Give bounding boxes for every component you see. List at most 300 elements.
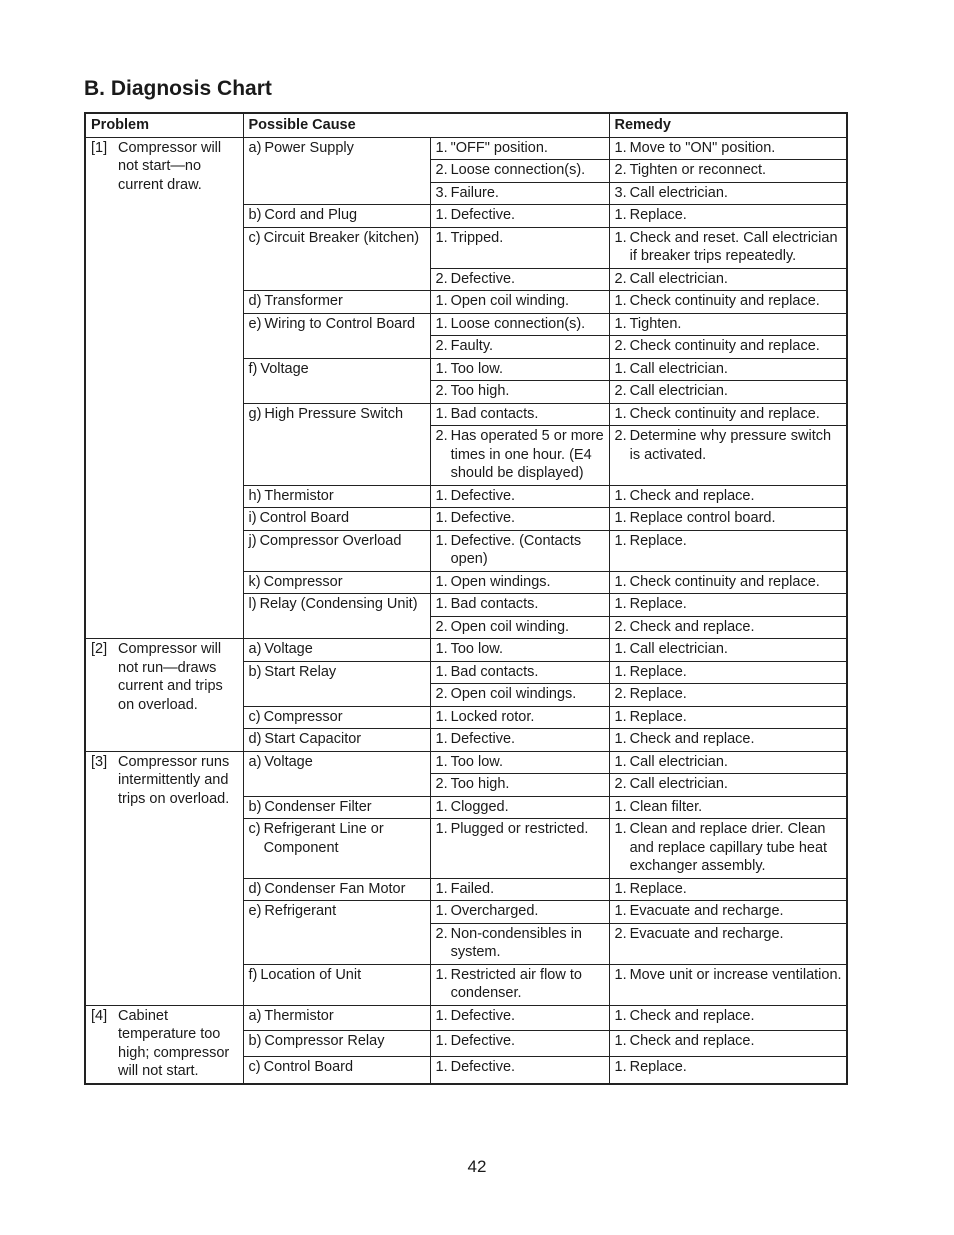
- item-text: Defective.: [450, 1033, 516, 1050]
- remedy-cell: [609, 160, 847, 183]
- remedy-item: [615, 820, 843, 876]
- remedy-cell: [609, 729, 847, 752]
- cause-item: [249, 753, 426, 772]
- item-text: Wiring to Control Board: [264, 315, 416, 332]
- problem-text: Compressor runs intermittently and trips on overload.: [118, 753, 230, 807]
- cause-detail-cell: [430, 268, 609, 291]
- remedy-cell: [609, 684, 847, 707]
- item-text: Open coil windings.: [450, 686, 577, 702]
- item-text: Clogged.: [450, 798, 509, 815]
- cause-cell: [243, 594, 430, 639]
- cause-detail: [436, 708, 605, 727]
- item-number: 1.: [614, 663, 627, 680]
- item-number: 1.: [435, 821, 448, 837]
- item-number: i): [248, 510, 257, 526]
- item-text: Bad contacts.: [450, 663, 539, 680]
- item-text: Voltage: [260, 360, 309, 377]
- problem-entry: [91, 139, 239, 195]
- cause-cell: [243, 227, 430, 291]
- table-header-row: [85, 113, 847, 137]
- remedy-item: [615, 487, 843, 506]
- remedy-cell: [609, 1057, 847, 1084]
- item-text: Defective.: [450, 510, 516, 526]
- cause-detail-cell: [430, 571, 609, 594]
- remedy-cell: [609, 137, 847, 160]
- item-text: Check and replace.: [629, 1033, 755, 1050]
- item-number: 1.: [435, 663, 448, 680]
- item-text: Defective.: [450, 1059, 516, 1076]
- item-number: 1.: [435, 798, 448, 815]
- item-number: d): [248, 293, 262, 309]
- cause-detail: [436, 753, 605, 772]
- item-number: 1.: [614, 753, 627, 770]
- page-number: 42: [467, 1157, 487, 1176]
- problem-entry: [91, 1007, 239, 1081]
- remedy-cell: [609, 381, 847, 404]
- cause-detail-cell: [430, 227, 609, 268]
- item-text: Replace.: [629, 1059, 687, 1076]
- item-number: 1.: [435, 573, 448, 590]
- item-text: Refrigerant Line or Component: [263, 821, 384, 856]
- remedy-item: [615, 315, 843, 334]
- item-text: Clean and replace drier. Clean and replace capillary tube heat exchanger assembly.: [629, 821, 828, 874]
- item-number: b): [248, 663, 262, 680]
- item-text: Overcharged.: [450, 903, 539, 919]
- remedy-item: [615, 595, 843, 614]
- item-text: Compressor Overload: [259, 532, 402, 549]
- cause-detail-cell: [430, 796, 609, 819]
- remedy-item: [615, 663, 843, 682]
- remedy-cell: [609, 291, 847, 314]
- header-possible-cause: Possible Cause: [243, 113, 609, 137]
- cause-cell: [243, 729, 430, 752]
- item-number: 2.: [435, 428, 448, 444]
- cause-detail: [436, 966, 605, 1003]
- item-text: Replace.: [629, 880, 687, 897]
- cause-detail: [436, 573, 605, 592]
- item-text: Move unit or increase ventilation.: [629, 966, 842, 983]
- item-text: Check and replace.: [629, 1007, 755, 1024]
- item-text: Non-condensibles in system.: [450, 925, 582, 960]
- item-number: c): [248, 708, 261, 725]
- item-text: Locked rotor.: [450, 708, 535, 725]
- remedy-cell: [609, 336, 847, 359]
- item-text: Transformer: [264, 293, 343, 309]
- cause-detail: [436, 206, 605, 225]
- remedy-item: [615, 139, 843, 158]
- remedy-cell: [609, 530, 847, 571]
- item-text: Condenser Fan Motor: [264, 880, 406, 897]
- cause-item: [249, 730, 426, 749]
- item-number: a): [248, 641, 262, 657]
- cause-detail: [436, 270, 605, 289]
- cause-cell: [243, 751, 430, 796]
- cause-detail-cell: [430, 901, 609, 924]
- remedy-item: [615, 270, 843, 289]
- cause-detail: [436, 820, 605, 839]
- cause-item: [249, 798, 426, 817]
- cause-cell: [243, 796, 430, 819]
- item-number: j): [248, 532, 257, 549]
- item-number: 1.: [435, 360, 448, 377]
- item-text: Defective.: [450, 731, 516, 747]
- cause-detail: [436, 902, 605, 921]
- item-text: Too low.: [450, 753, 503, 770]
- item-text: Defective.: [450, 270, 516, 287]
- item-number: 3.: [435, 184, 448, 201]
- item-number: c): [248, 821, 261, 837]
- cause-item: [249, 966, 426, 985]
- cause-item: [249, 315, 426, 334]
- item-number: 1.: [435, 1007, 448, 1024]
- cause-item: [249, 573, 426, 592]
- cause-detail: [436, 730, 605, 749]
- cause-detail-cell: [430, 1057, 609, 1084]
- remedy-item: [615, 405, 843, 424]
- cause-detail-cell: [430, 403, 609, 426]
- cause-item: [249, 663, 426, 682]
- item-number: 1.: [435, 293, 448, 309]
- table-row: [85, 137, 847, 160]
- item-text: Too high.: [450, 776, 510, 792]
- item-number: b): [248, 1033, 262, 1050]
- cause-item: [249, 595, 426, 614]
- cause-detail: [436, 1058, 605, 1077]
- item-text: Compressor: [263, 708, 343, 725]
- remedy-item: [615, 880, 843, 899]
- item-number: b): [248, 798, 262, 815]
- remedy-item: [615, 685, 843, 704]
- cause-detail-cell: [430, 291, 609, 314]
- item-text: Loose connection(s).: [450, 162, 586, 178]
- problem-number: [4]: [91, 1007, 108, 1024]
- item-text: Thermistor: [264, 1007, 334, 1024]
- cause-cell: [243, 1057, 430, 1084]
- item-number: 2.: [614, 776, 627, 792]
- item-number: d): [248, 731, 262, 747]
- item-number: k): [248, 573, 261, 590]
- cause-detail-cell: [430, 964, 609, 1005]
- item-number: 1.: [614, 1059, 627, 1076]
- item-text: Defective.: [450, 1007, 516, 1024]
- item-number: 1.: [614, 641, 627, 657]
- problem-cell: [85, 137, 243, 639]
- remedy-item: [615, 337, 843, 356]
- item-number: f): [248, 966, 258, 983]
- remedy-cell: [609, 313, 847, 336]
- item-text: Relay (Condensing Unit): [259, 596, 418, 612]
- item-text: Replace.: [629, 207, 687, 223]
- table-body: [85, 137, 847, 1084]
- remedy-item: [615, 427, 843, 464]
- item-text: Start Relay: [264, 663, 337, 680]
- table-row: [85, 751, 847, 774]
- item-text: Tighten or reconnect.: [629, 162, 767, 178]
- item-number: 1.: [435, 139, 448, 156]
- cause-item: [249, 139, 426, 158]
- item-number: 2.: [614, 162, 627, 178]
- item-number: 1.: [614, 315, 627, 332]
- remedy-item: [615, 753, 843, 772]
- remedy-item: [615, 618, 843, 637]
- item-text: Cord and Plug: [264, 207, 358, 223]
- item-text: Replace.: [629, 686, 687, 702]
- problem-text: Compressor will not run—draws current and trips on overload.: [118, 641, 223, 713]
- item-number: 1.: [435, 708, 448, 725]
- item-number: 1.: [435, 532, 448, 549]
- cause-detail-cell: [430, 530, 609, 571]
- item-text: Too low.: [450, 360, 503, 377]
- cause-item: [249, 820, 426, 857]
- remedy-item: [615, 966, 843, 985]
- item-text: Replace.: [629, 596, 687, 612]
- remedy-cell: [609, 1005, 847, 1031]
- item-text: Check and reset. Call electrician if breaker trips repeatedly.: [629, 229, 838, 264]
- remedy-cell: [609, 661, 847, 684]
- item-number: 2.: [435, 618, 448, 635]
- cause-item: [249, 405, 426, 424]
- cause-detail-cell: [430, 1005, 609, 1031]
- cause-detail: [436, 487, 605, 506]
- item-number: 1.: [435, 315, 448, 332]
- item-number: e): [248, 315, 262, 332]
- item-number: a): [248, 1007, 262, 1024]
- item-text: Voltage: [264, 753, 313, 770]
- cause-detail-cell: [430, 774, 609, 797]
- cause-item: [249, 640, 426, 659]
- remedy-item: [615, 382, 843, 401]
- cause-cell: [243, 1031, 430, 1057]
- cause-cell: [243, 403, 430, 485]
- cause-detail: [436, 798, 605, 817]
- item-number: 2.: [435, 383, 448, 399]
- remedy-item: [615, 184, 843, 203]
- item-text: Replace control board.: [629, 510, 776, 526]
- cause-detail: [436, 640, 605, 659]
- item-text: Evacuate and recharge.: [629, 925, 784, 942]
- item-text: Defective.: [450, 207, 516, 223]
- item-number: 3.: [614, 184, 627, 201]
- remedy-item: [615, 1007, 843, 1026]
- item-text: Restricted air flow to condenser.: [450, 966, 582, 1001]
- item-text: Too high.: [450, 383, 510, 399]
- problem-number: [2]: [91, 641, 108, 657]
- item-number: 1.: [614, 821, 627, 837]
- remedy-item: [615, 1032, 843, 1051]
- item-number: 1.: [614, 293, 627, 309]
- item-text: Thermistor: [264, 487, 334, 504]
- problem-entry: [91, 640, 239, 714]
- item-number: c): [248, 1059, 261, 1076]
- remedy-item: [615, 161, 843, 180]
- remedy-item: [615, 573, 843, 592]
- item-text: Control Board: [259, 510, 350, 526]
- item-text: Move to "ON" position.: [629, 139, 776, 156]
- item-text: Call electrician.: [629, 776, 728, 792]
- item-number: 1.: [435, 405, 448, 422]
- problem-number: [3]: [91, 753, 108, 770]
- item-number: 1.: [614, 487, 627, 504]
- cause-detail-cell: [430, 313, 609, 336]
- item-number: 1.: [614, 229, 627, 246]
- item-text: High Pressure Switch: [264, 405, 404, 422]
- table-row: [85, 1005, 847, 1031]
- remedy-item: [615, 775, 843, 794]
- cause-item: [249, 292, 426, 311]
- item-text: Replace.: [629, 663, 687, 680]
- remedy-cell: [609, 639, 847, 662]
- item-text: Start Capacitor: [264, 731, 362, 747]
- item-number: 1.: [435, 1033, 448, 1050]
- item-text: Voltage: [264, 641, 313, 657]
- cause-detail: [436, 427, 605, 483]
- cause-detail: [436, 663, 605, 682]
- item-number: 1.: [614, 1007, 627, 1024]
- cause-cell: [243, 137, 430, 205]
- item-number: 2.: [614, 338, 627, 354]
- item-text: Compressor Relay: [264, 1033, 385, 1050]
- cause-detail-cell: [430, 358, 609, 381]
- item-text: Check continuity and replace.: [629, 293, 820, 309]
- cause-cell: [243, 661, 430, 706]
- item-number: 1.: [614, 798, 627, 815]
- remedy-cell: [609, 571, 847, 594]
- item-text: Power Supply: [264, 139, 354, 156]
- item-number: 1.: [614, 731, 627, 747]
- item-number: 1.: [435, 753, 448, 770]
- remedy-item: [615, 1058, 843, 1077]
- item-number: 2.: [435, 162, 448, 178]
- item-text: Call electrician.: [629, 753, 728, 770]
- cause-cell: [243, 571, 430, 594]
- item-number: 1.: [614, 903, 627, 919]
- item-text: Clean filter.: [629, 798, 703, 815]
- item-number: 2.: [614, 618, 627, 635]
- remedy-cell: [609, 819, 847, 879]
- item-number: c): [248, 229, 261, 246]
- remedy-cell: [609, 774, 847, 797]
- cause-detail-cell: [430, 616, 609, 639]
- cause-detail-cell: [430, 205, 609, 228]
- remedy-cell: [609, 796, 847, 819]
- item-text: Compressor: [263, 573, 343, 590]
- item-number: 2.: [614, 925, 627, 942]
- item-number: 1.: [614, 207, 627, 223]
- cause-detail-cell: [430, 160, 609, 183]
- remedy-item: [615, 708, 843, 727]
- cause-item: [249, 532, 426, 551]
- remedy-cell: [609, 508, 847, 531]
- problem-entry: [91, 753, 239, 809]
- item-text: Open coil winding.: [450, 618, 570, 635]
- item-text: Location of Unit: [260, 966, 362, 983]
- table-row: [85, 639, 847, 662]
- item-number: g): [248, 405, 262, 422]
- item-text: Open coil winding.: [450, 293, 570, 309]
- remedy-item: [615, 640, 843, 659]
- item-number: 1.: [614, 573, 627, 590]
- item-text: Call electrician.: [629, 641, 728, 657]
- item-number: 1.: [435, 487, 448, 504]
- item-number: e): [248, 903, 262, 919]
- cause-detail-cell: [430, 819, 609, 879]
- remedy-cell: [609, 923, 847, 964]
- item-number: b): [248, 207, 262, 223]
- cause-item: [249, 708, 426, 727]
- remedy-cell: [609, 485, 847, 508]
- cause-cell: [243, 639, 430, 662]
- problem-cell: [85, 639, 243, 752]
- cause-item: [249, 206, 426, 225]
- item-number: a): [248, 753, 262, 770]
- item-number: 1.: [614, 880, 627, 897]
- item-text: Too low.: [450, 641, 503, 657]
- remedy-item: [615, 229, 843, 266]
- remedy-cell: [609, 878, 847, 901]
- item-number: 1.: [614, 596, 627, 612]
- item-text: Call electrician.: [629, 270, 728, 287]
- item-text: Evacuate and recharge.: [629, 903, 784, 919]
- item-number: 2.: [435, 925, 448, 942]
- item-text: Failure.: [450, 184, 499, 201]
- remedy-cell: [609, 403, 847, 426]
- cause-detail-cell: [430, 137, 609, 160]
- item-text: Check continuity and replace.: [629, 405, 820, 422]
- item-number: 1.: [614, 708, 627, 725]
- cause-cell: [243, 485, 430, 508]
- item-text: Plugged or restricted.: [450, 821, 589, 837]
- item-text: Replace.: [629, 532, 687, 549]
- item-number: h): [248, 487, 262, 504]
- item-text: Condenser Filter: [264, 798, 372, 815]
- item-number: 1.: [435, 903, 448, 919]
- item-text: Call electrician.: [629, 184, 728, 201]
- cause-detail: [436, 337, 605, 356]
- item-text: Replace.: [629, 708, 687, 725]
- item-number: 1.: [614, 532, 627, 549]
- item-text: Failed.: [450, 880, 495, 897]
- cause-cell: [243, 706, 430, 729]
- item-number: 2.: [614, 383, 627, 399]
- cause-detail: [436, 292, 605, 311]
- item-text: Check and replace.: [629, 618, 755, 635]
- cause-detail-cell: [430, 878, 609, 901]
- cause-detail-cell: [430, 508, 609, 531]
- item-number: 2.: [614, 686, 627, 702]
- item-text: Tripped.: [450, 229, 504, 246]
- remedy-cell: [609, 751, 847, 774]
- remedy-cell: [609, 205, 847, 228]
- problem-cell: [85, 751, 243, 1005]
- item-text: Call electrician.: [629, 383, 728, 399]
- cause-detail: [436, 315, 605, 334]
- item-number: 1.: [614, 139, 627, 156]
- cause-detail-cell: [430, 182, 609, 205]
- remedy-item: [615, 509, 843, 528]
- cause-detail: [436, 405, 605, 424]
- cause-detail-cell: [430, 594, 609, 617]
- item-text: Defective. (Contacts open): [450, 532, 582, 567]
- item-text: Has operated 5 or more times in one hour. (E4 should be displayed): [450, 428, 604, 481]
- item-text: Circuit Breaker (kitchen): [263, 229, 420, 246]
- cause-cell: [243, 878, 430, 901]
- cause-item: [249, 509, 426, 528]
- problem-text: Cabinet temperature too high; compressor will not start.: [118, 1007, 230, 1079]
- cause-detail: [436, 161, 605, 180]
- cause-detail-cell: [430, 485, 609, 508]
- item-number: f): [248, 360, 258, 377]
- item-number: l): [248, 596, 257, 612]
